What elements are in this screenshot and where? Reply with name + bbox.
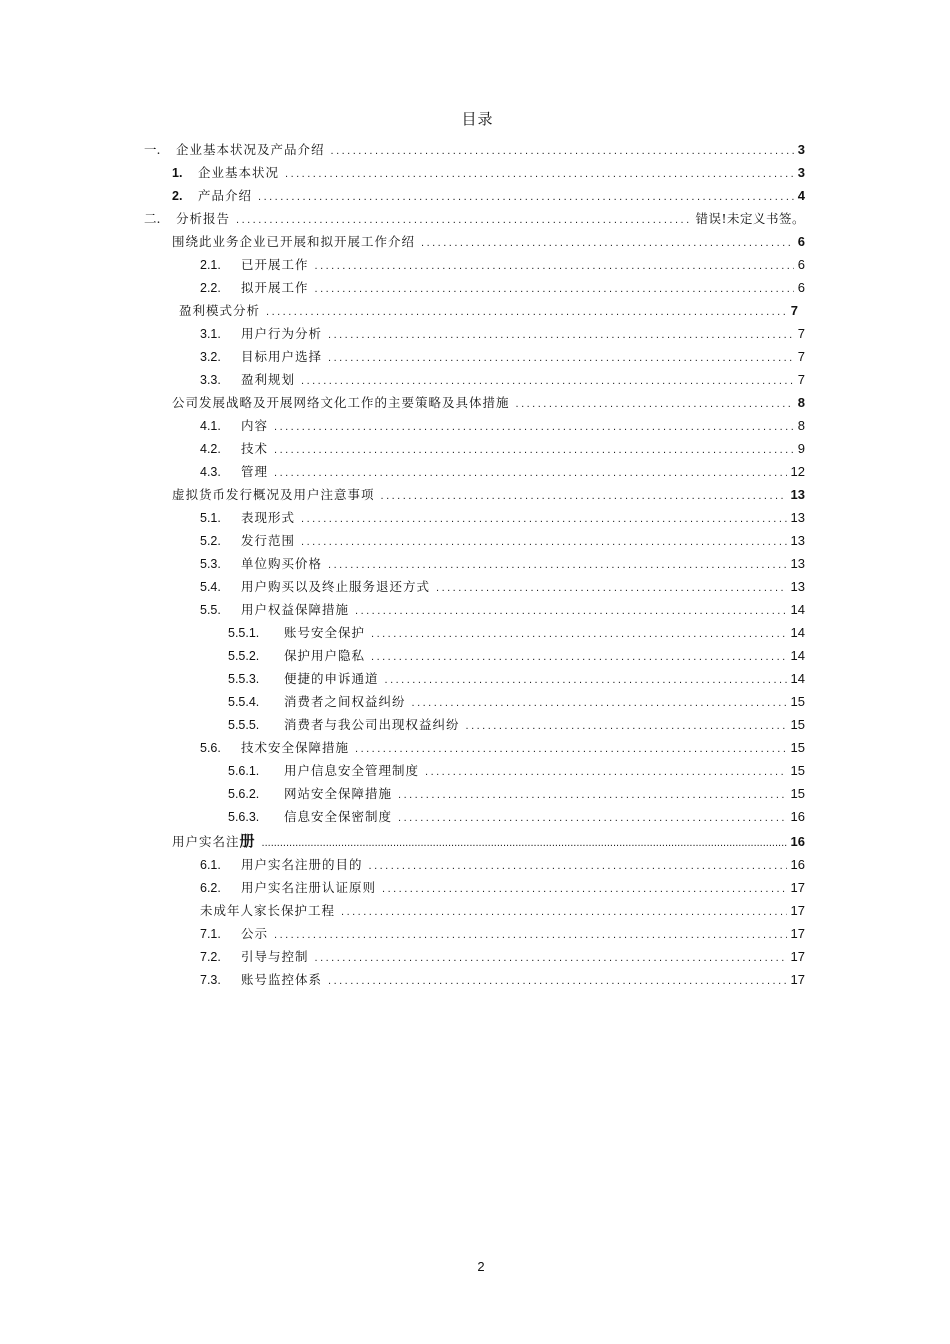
toc-entry[interactable] [144, 140, 805, 160]
toc-text: 用户购买以及终止服务退还方式 [241, 579, 431, 594]
toc-text: 目标用户选择 [241, 349, 323, 364]
toc-text: 技术安全保障措施 [241, 740, 350, 755]
toc-text [172, 830, 256, 851]
toc-leader-dots [301, 513, 787, 525]
toc-leader-dots [398, 789, 787, 801]
toc-leader-dots [236, 214, 691, 226]
toc-page: 6 [797, 280, 805, 295]
toc-entry[interactable] [228, 784, 805, 804]
toc-entry[interactable] [228, 669, 805, 689]
toc-number: 6.2. [200, 881, 221, 895]
toc-text: 虚拟货币发行概况及用户注意事项 [172, 487, 375, 502]
toc-text: 未成年人家长保护工程 [200, 903, 336, 918]
toc-page: 17 [790, 880, 805, 895]
toc-leader-dots [371, 628, 787, 640]
toc-entry[interactable] [172, 485, 805, 505]
toc-entry[interactable] [200, 738, 805, 758]
toc-text-large-char: 册 [239, 832, 256, 850]
toc-text: 发行范围 [241, 533, 296, 548]
toc-entry[interactable] [172, 830, 805, 850]
toc-entry[interactable] [172, 163, 805, 183]
toc-text: 内容 [241, 418, 269, 433]
page-title: 目录 [461, 110, 494, 128]
toc-entry[interactable] [200, 439, 805, 459]
toc-page: 15 [790, 717, 805, 732]
toc-leader-dots [262, 837, 787, 849]
toc-entry[interactable] [200, 278, 805, 298]
toc-text: 保护用户隐私 [284, 648, 366, 663]
toc-number: 4.2. [200, 442, 221, 456]
toc-leader-dots [381, 490, 787, 502]
toc-leader-dots [412, 697, 787, 709]
toc-leader-dots [331, 145, 794, 157]
toc-leader-dots [425, 766, 787, 778]
toc-text: 盈利规划 [241, 372, 296, 387]
toc-entry[interactable] [200, 554, 805, 574]
toc-number: 5.5.4. [228, 695, 260, 709]
toc-entry[interactable] [200, 531, 805, 551]
toc-page: 17 [790, 926, 805, 941]
toc-leader-dots [274, 467, 787, 479]
toc-page: 8 [797, 418, 805, 433]
toc-leader-dots [301, 375, 794, 387]
toc-number: 一. [144, 142, 161, 157]
toc-page: 15 [790, 740, 805, 755]
toc-leader-dots [385, 674, 787, 686]
toc-number: 7.3. [200, 973, 221, 987]
toc-text: 技术 [241, 441, 269, 456]
toc-leader-dots [315, 260, 794, 272]
toc-page: 3 [797, 165, 805, 180]
toc-number: 3.3. [200, 373, 221, 387]
toc-page: 14 [790, 625, 805, 640]
toc-entry[interactable] [200, 508, 805, 528]
toc-text: 便捷的申诉通道 [284, 671, 379, 686]
toc-number: 5.6.2. [228, 787, 260, 801]
toc-page: 17 [790, 903, 805, 918]
toc-text: 企业基本状况 [198, 165, 280, 180]
toc-entry[interactable] [228, 761, 805, 781]
toc-leader-dots [328, 352, 794, 364]
toc-number: 5.5.2. [228, 649, 260, 663]
toc-number: 3.1. [200, 327, 221, 341]
toc-page: 9 [797, 441, 805, 456]
toc-leader-dots [436, 582, 787, 594]
toc-page: 7 [790, 303, 798, 318]
toc-leader-dots [355, 605, 787, 617]
toc-page: 15 [790, 694, 805, 709]
toc-number: 5.6. [200, 741, 221, 755]
toc-leader-dots [369, 860, 787, 872]
toc-page: 6 [797, 234, 805, 249]
toc-text: 分析报告 [176, 211, 231, 226]
toc-leader-dots [274, 421, 794, 433]
toc-text: 账号监控体系 [241, 972, 323, 987]
toc-text: 已开展工作 [241, 257, 309, 272]
toc-text: 用户行为分析 [241, 326, 323, 341]
toc-page: 12 [790, 464, 805, 479]
toc-leader-dots [382, 883, 787, 895]
toc-text: 围绕此业务企业已开展和拟开展工作介绍 [172, 234, 416, 249]
toc-entry[interactable] [200, 924, 805, 944]
toc-leader-dots [421, 237, 794, 249]
toc-page: 15 [790, 786, 805, 801]
toc-entry[interactable] [200, 901, 805, 921]
toc-page: 7 [797, 372, 805, 387]
toc-text: 公司发展战略及开展网络文化工作的主要策略及具体措施 [172, 395, 510, 410]
toc-number: 7.2. [200, 950, 221, 964]
toc-number: 5.2. [200, 534, 221, 548]
toc-text: 用户实名注册的目的 [241, 857, 363, 872]
toc-leader-dots [466, 720, 787, 732]
toc-leader-dots [371, 651, 787, 663]
toc-entry[interactable] [228, 646, 805, 666]
toc-page: 8 [797, 395, 805, 410]
toc-entry[interactable] [200, 878, 805, 898]
toc-page: 16 [790, 834, 805, 849]
toc-page: 17 [790, 972, 805, 987]
toc-leader-dots [274, 444, 794, 456]
toc-leader-dots [266, 306, 787, 318]
toc-number: 2.2. [200, 281, 221, 295]
toc-text-main: 用户实名注 [172, 834, 240, 849]
toc-number: 二. [144, 211, 161, 226]
toc-leader-dots [328, 329, 794, 341]
toc-number: 5.4. [200, 580, 221, 594]
toc-page: 17 [790, 949, 805, 964]
toc-number: 5.1. [200, 511, 221, 525]
toc-number: 5.5.5. [228, 718, 260, 732]
toc-text: 消费者与我公司出现权益纠纷 [284, 717, 460, 732]
toc-leader-dots [315, 283, 794, 295]
toc-number: 2. [172, 189, 183, 203]
toc-entry[interactable] [200, 855, 805, 875]
toc-number: 5.5.3. [228, 672, 260, 686]
toc-page: 13 [790, 579, 805, 594]
toc-entry[interactable] [228, 715, 805, 735]
toc-entry[interactable] [172, 393, 805, 413]
toc-leader-dots [516, 398, 794, 410]
toc-number: 6.1. [200, 858, 221, 872]
toc-leader-dots [274, 929, 787, 941]
toc-entry[interactable] [200, 416, 805, 436]
toc-page: 14 [790, 602, 805, 617]
toc-entry[interactable] [200, 255, 805, 275]
toc-entry[interactable] [200, 370, 805, 390]
toc-leader-dots [315, 952, 787, 964]
toc-page: 13 [790, 556, 805, 571]
toc-text: 信息安全保密制度 [284, 809, 393, 824]
toc-text: 引导与控制 [241, 949, 309, 964]
toc-text: 产品介绍 [198, 188, 253, 203]
toc-entry[interactable] [228, 692, 805, 712]
toc-number: 4.1. [200, 419, 221, 433]
toc-entry[interactable] [200, 970, 805, 990]
page-number: 2 [477, 1259, 485, 1274]
toc-page: 13 [790, 533, 805, 548]
toc-number: 5.6.3. [228, 810, 260, 824]
toc-page: 错误!未定义书签。 [695, 211, 805, 226]
toc-number: 4.3. [200, 465, 221, 479]
toc-number: 5.5.1. [228, 626, 260, 640]
toc-page: 16 [790, 857, 805, 872]
toc-text: 企业基本状况及产品介绍 [176, 142, 325, 157]
toc-text: 管理 [241, 464, 269, 479]
toc-text: 单位购买价格 [241, 556, 323, 571]
toc-entry[interactable] [144, 209, 805, 229]
toc-page: 4 [797, 188, 805, 203]
toc-leader-dots [258, 191, 794, 203]
toc-number: 3.2. [200, 350, 221, 364]
toc-number: 7.1. [200, 927, 221, 941]
toc-leader-dots [398, 812, 787, 824]
toc-leader-dots [301, 536, 787, 548]
toc-number: 5.5. [200, 603, 221, 617]
toc-entry[interactable] [200, 324, 805, 344]
toc-number: 2.1. [200, 258, 221, 272]
toc-number: 5.6.1. [228, 764, 260, 778]
toc-text: 盈利模式分析 [179, 303, 261, 318]
toc-page: 15 [790, 763, 805, 778]
toc-page: 7 [797, 326, 805, 341]
toc-entry[interactable] [200, 347, 805, 367]
toc-text: 账号安全保护 [284, 625, 366, 640]
toc-text: 拟开展工作 [241, 280, 309, 295]
toc-text: 公示 [241, 926, 269, 941]
toc-entry[interactable] [228, 807, 805, 827]
toc-page: 13 [790, 510, 805, 525]
toc-page: 6 [797, 257, 805, 272]
toc-page: 3 [797, 142, 805, 157]
toc-text: 消费者之间权益纠纷 [284, 694, 406, 709]
toc-text: 用户权益保障措施 [241, 602, 350, 617]
toc-leader-dots [328, 559, 787, 571]
toc-page: 16 [790, 809, 805, 824]
toc-text: 用户实名注册认证原则 [241, 880, 377, 895]
toc-number: 5.3. [200, 557, 221, 571]
toc-entry[interactable] [200, 600, 805, 620]
toc-entry[interactable] [172, 232, 805, 252]
toc-text: 用户信息安全管理制度 [284, 763, 420, 778]
toc-page: 7 [797, 349, 805, 364]
toc-text: 网站安全保障措施 [284, 786, 393, 801]
toc-entry[interactable] [200, 462, 805, 482]
toc-number: 1. [172, 166, 183, 180]
toc-entry[interactable] [228, 623, 805, 643]
toc-page: 14 [790, 671, 805, 686]
toc-entry[interactable] [179, 301, 798, 321]
toc-text: 表现形式 [241, 510, 296, 525]
toc-entry[interactable] [200, 947, 805, 967]
toc-leader-dots [328, 975, 787, 987]
toc-page: 14 [790, 648, 805, 663]
toc-leader-dots [285, 168, 794, 180]
toc-leader-dots [355, 743, 787, 755]
toc-page: 13 [790, 487, 805, 502]
toc-entry[interactable] [200, 577, 805, 597]
toc-entry[interactable] [172, 186, 805, 206]
toc-leader-dots [341, 906, 787, 918]
